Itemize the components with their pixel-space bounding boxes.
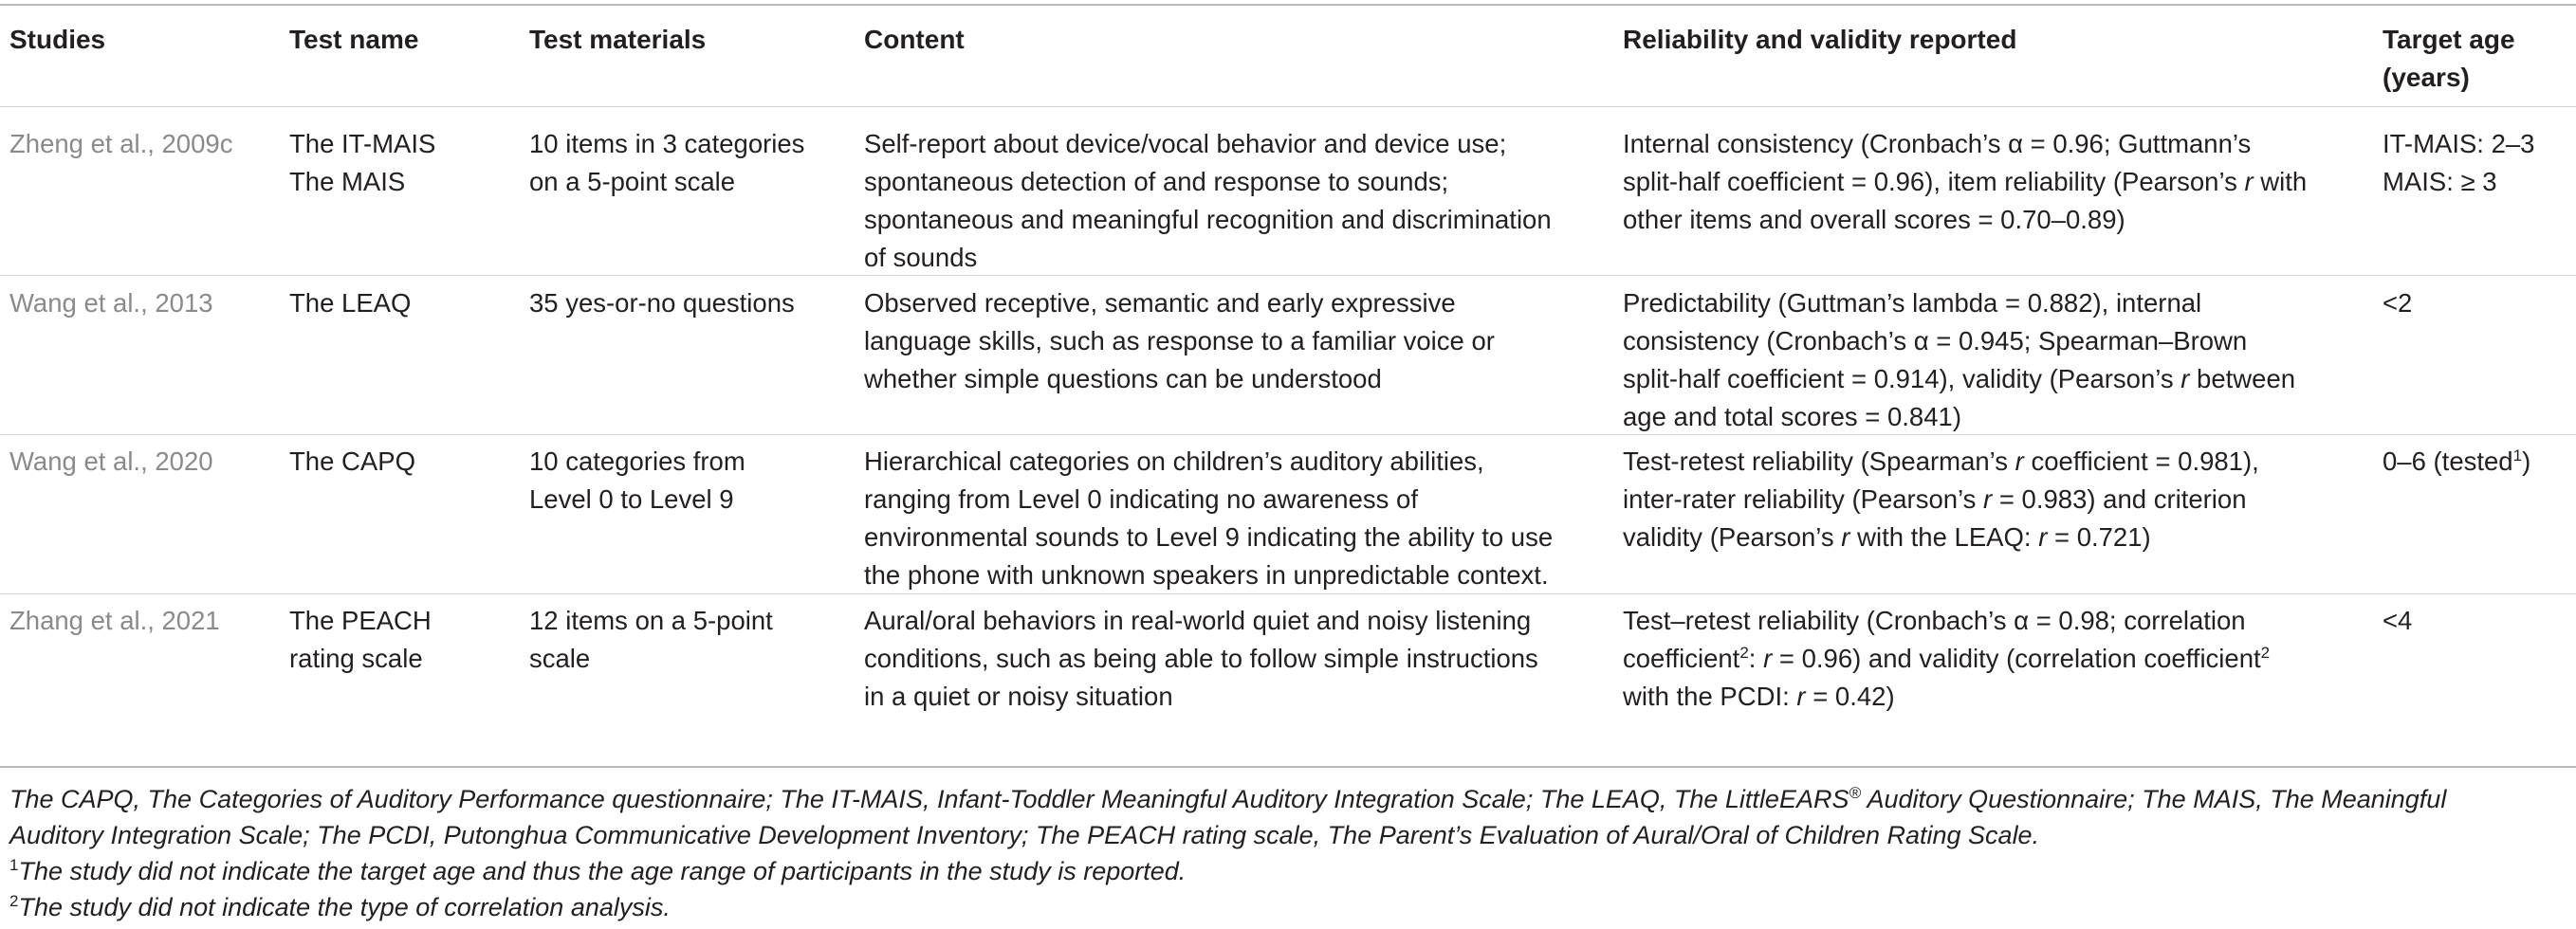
footnote-abbreviations-line1 bbox=[9, 781, 2446, 817]
row3-reliability-line bbox=[1623, 481, 2259, 519]
row-divider bbox=[0, 593, 2576, 594]
row4-materials bbox=[529, 602, 773, 678]
header-target-age-line1: Target age bbox=[2383, 25, 2515, 54]
row2-reliability-line: age and total scores = 0.841) bbox=[1623, 402, 1961, 431]
text-run: split-half coefficient = 0.96), item reliability (Pearson’s bbox=[1623, 167, 2237, 196]
row1-content-line: spontaneous detection of and response to sounds; bbox=[864, 167, 1449, 196]
row2-content-line: whether simple questions can be understood bbox=[864, 364, 1382, 393]
row4-test-name-line: The PEACH bbox=[289, 606, 432, 635]
text-run: : bbox=[1748, 644, 1764, 673]
row3-materials-line: Level 0 to Level 9 bbox=[529, 484, 734, 514]
row4-content-line: conditions, such as being able to follow simple instructions bbox=[864, 644, 1538, 673]
row3-content-line: ranging from Level 0 indicating no awareness of bbox=[864, 484, 1418, 514]
row4-content-line: in a quiet or noisy situation bbox=[864, 682, 1173, 711]
footnote-ref-2: 2 bbox=[2260, 643, 2271, 662]
header-reliability: Reliability and validity reported bbox=[1623, 25, 2017, 54]
stat-symbol-r: r bbox=[1763, 644, 1773, 673]
row2-reliability-line: Predictability (Guttman’s lambda = 0.882), internal bbox=[1623, 288, 2202, 318]
row3-content bbox=[864, 443, 1553, 594]
row3-materials bbox=[529, 443, 745, 519]
row4-reliability-line bbox=[1623, 678, 2270, 716]
header-content: Content bbox=[864, 25, 965, 54]
row4-reliability-line bbox=[1623, 640, 2270, 678]
text-run: = 0.721) bbox=[2047, 522, 2151, 552]
row1-reliability-line bbox=[1623, 163, 2307, 201]
row1-reliability bbox=[1623, 125, 2307, 239]
text-run: The CAPQ, The Categories of Auditory Performance questionnaire; The IT-MAIS, Infant-Toddler Meaningful Auditory Integration Scale; The LEAQ, The LittleEARS bbox=[9, 785, 1849, 813]
row-divider bbox=[0, 434, 2576, 435]
stat-symbol-r: r bbox=[1841, 522, 1850, 552]
stat-symbol-r: r bbox=[2038, 522, 2048, 552]
row4-test-name bbox=[289, 602, 432, 678]
row4-reliability-line: Test–retest reliability (Cronbach’s α = 0.98; correlation bbox=[1623, 606, 2246, 635]
stat-symbol-r: r bbox=[1796, 682, 1806, 711]
row4-materials-line: scale bbox=[529, 644, 591, 673]
row1-content-line: spontaneous and meaningful recognition and discrimination bbox=[864, 205, 1552, 234]
row4-content bbox=[864, 602, 1538, 716]
row-divider bbox=[0, 275, 2576, 276]
row2-reliability-line bbox=[1623, 360, 2295, 398]
row4-materials-line: 12 items on a 5-point bbox=[529, 606, 773, 635]
row1-materials-line: 10 items in 3 categories bbox=[529, 129, 805, 158]
row1-target-age bbox=[2383, 125, 2534, 201]
row1-study: Zheng et al., 2009c bbox=[9, 129, 233, 158]
text-run: between bbox=[2189, 364, 2296, 393]
text-run: with the LEAQ: bbox=[1849, 522, 2039, 552]
header-target-age bbox=[2383, 21, 2515, 97]
row1-age-line: IT-MAIS: 2–3 bbox=[2383, 129, 2535, 158]
text-run: coefficient = 0.981), bbox=[2023, 446, 2259, 476]
row3-reliability-line bbox=[1623, 519, 2259, 556]
row2-study: Wang et al., 2013 bbox=[9, 288, 213, 318]
stat-symbol-r: r bbox=[2180, 364, 2190, 393]
header-target-age-line2: (years) bbox=[2383, 63, 2470, 92]
row4-reliability bbox=[1623, 602, 2270, 716]
text-run: Test-retest reliability (Spearman’s bbox=[1623, 446, 2015, 476]
footnote-number: 2 bbox=[9, 892, 19, 910]
row1-materials bbox=[529, 125, 804, 201]
header-rule bbox=[0, 106, 2576, 107]
row2-content-line: language skills, such as response to a familiar voice or bbox=[864, 326, 1495, 355]
row4-test-name-line: rating scale bbox=[289, 644, 423, 673]
row1-materials-line: on a 5-point scale bbox=[529, 167, 736, 196]
text-run: = 0.96) and validity (correlation coefficient bbox=[1772, 644, 2261, 673]
text-run: Auditory Questionnaire; The MAIS, The Meaningful bbox=[1861, 785, 2447, 813]
row1-content-line: Self-report about device/vocal behavior and device use; bbox=[864, 129, 1507, 158]
text-run: inter-rater reliability (Pearson’s bbox=[1623, 484, 1984, 514]
footnote-text: The study did not indicate the type of correlation analysis. bbox=[18, 893, 671, 921]
row1-test-name bbox=[289, 125, 435, 201]
stat-symbol-r: r bbox=[1983, 484, 1993, 514]
row3-age-text: 0–6 (tested bbox=[2383, 446, 2513, 476]
row3-target-age bbox=[2383, 443, 2530, 481]
header-studies: Studies bbox=[9, 25, 106, 54]
stat-symbol-r: r bbox=[2015, 446, 2024, 476]
row1-content bbox=[864, 125, 1552, 277]
row3-reliability-line bbox=[1623, 443, 2259, 481]
row2-reliability bbox=[1623, 284, 2295, 436]
registered-mark: ® bbox=[1849, 784, 1862, 802]
row2-materials: 35 yes-or-no questions bbox=[529, 288, 795, 318]
row2-reliability-line: consistency (Cronbach’s α = 0.945; Spearman–Brown bbox=[1623, 326, 2248, 355]
footnote-number: 1 bbox=[9, 856, 19, 874]
text-run: = 0.983) and criterion bbox=[1992, 484, 2247, 514]
row3-study: Wang et al., 2020 bbox=[9, 446, 213, 476]
row1-reliability-line: Internal consistency (Cronbach’s α = 0.96; Guttmann’s bbox=[1623, 129, 2252, 158]
footnote-2 bbox=[9, 889, 671, 925]
row1-test-name-line: The MAIS bbox=[289, 167, 406, 196]
row4-target-age: <4 bbox=[2383, 606, 2413, 635]
footnote-1 bbox=[9, 853, 1186, 889]
row2-target-age: <2 bbox=[2383, 288, 2413, 318]
text-run: with bbox=[2253, 167, 2308, 196]
text-run: with the PCDI: bbox=[1623, 682, 1797, 711]
row4-content-line: Aural/oral behaviors in real-world quiet and noisy listening bbox=[864, 606, 1532, 635]
row1-age-line: MAIS: ≥ 3 bbox=[2383, 167, 2497, 196]
row3-age-text: ) bbox=[2522, 446, 2531, 476]
row4-study: Zhang et al., 2021 bbox=[9, 606, 220, 635]
row3-test-name: The CAPQ bbox=[289, 446, 415, 476]
row2-content-line: Observed receptive, semantic and early expressive bbox=[864, 288, 1456, 318]
row2-test-name: The LEAQ bbox=[289, 288, 412, 318]
row3-content-line: Hierarchical categories on children’s auditory abilities, bbox=[864, 446, 1484, 476]
text-run: split-half coefficient = 0.914), validity (Pearson’s bbox=[1623, 364, 2181, 393]
row3-content-line: the phone with unknown speakers in unpredictable context. bbox=[864, 560, 1549, 590]
footnote-abbreviations-line2: Auditory Integration Scale; The PCDI, Putonghua Communicative Development Inventory; The PEACH rating scale, The Parent’s Evaluation of Aural/Oral of Children Rating Scale. bbox=[9, 821, 2040, 849]
row1-reliability-line: other items and overall scores = 0.70–0.89) bbox=[1623, 205, 2125, 234]
header-test-materials: Test materials bbox=[529, 25, 707, 54]
row3-content-line: environmental sounds to Level 9 indicating the ability to use bbox=[864, 522, 1554, 552]
footnote-ref-1: 1 bbox=[2512, 446, 2523, 464]
row3-materials-line: 10 categories from bbox=[529, 446, 745, 476]
footnote-ref-2: 2 bbox=[1739, 643, 1749, 662]
table-top-rule bbox=[0, 4, 2576, 6]
text-run: validity (Pearson’s bbox=[1623, 522, 1842, 552]
text-run: = 0.42) bbox=[1805, 682, 1895, 711]
row1-content-line: of sounds bbox=[864, 243, 978, 272]
stat-symbol-r: r bbox=[2244, 167, 2254, 196]
row2-content bbox=[864, 284, 1495, 398]
table-bottom-rule bbox=[0, 766, 2576, 768]
header-test-name: Test name bbox=[289, 25, 419, 54]
text-run: coefficient bbox=[1623, 644, 1740, 673]
footnote-text: The study did not indicate the target age and thus the age range of participants in the study is reported. bbox=[18, 857, 1187, 885]
row1-test-name-line: The IT-MAIS bbox=[289, 129, 436, 158]
row3-reliability bbox=[1623, 443, 2259, 556]
